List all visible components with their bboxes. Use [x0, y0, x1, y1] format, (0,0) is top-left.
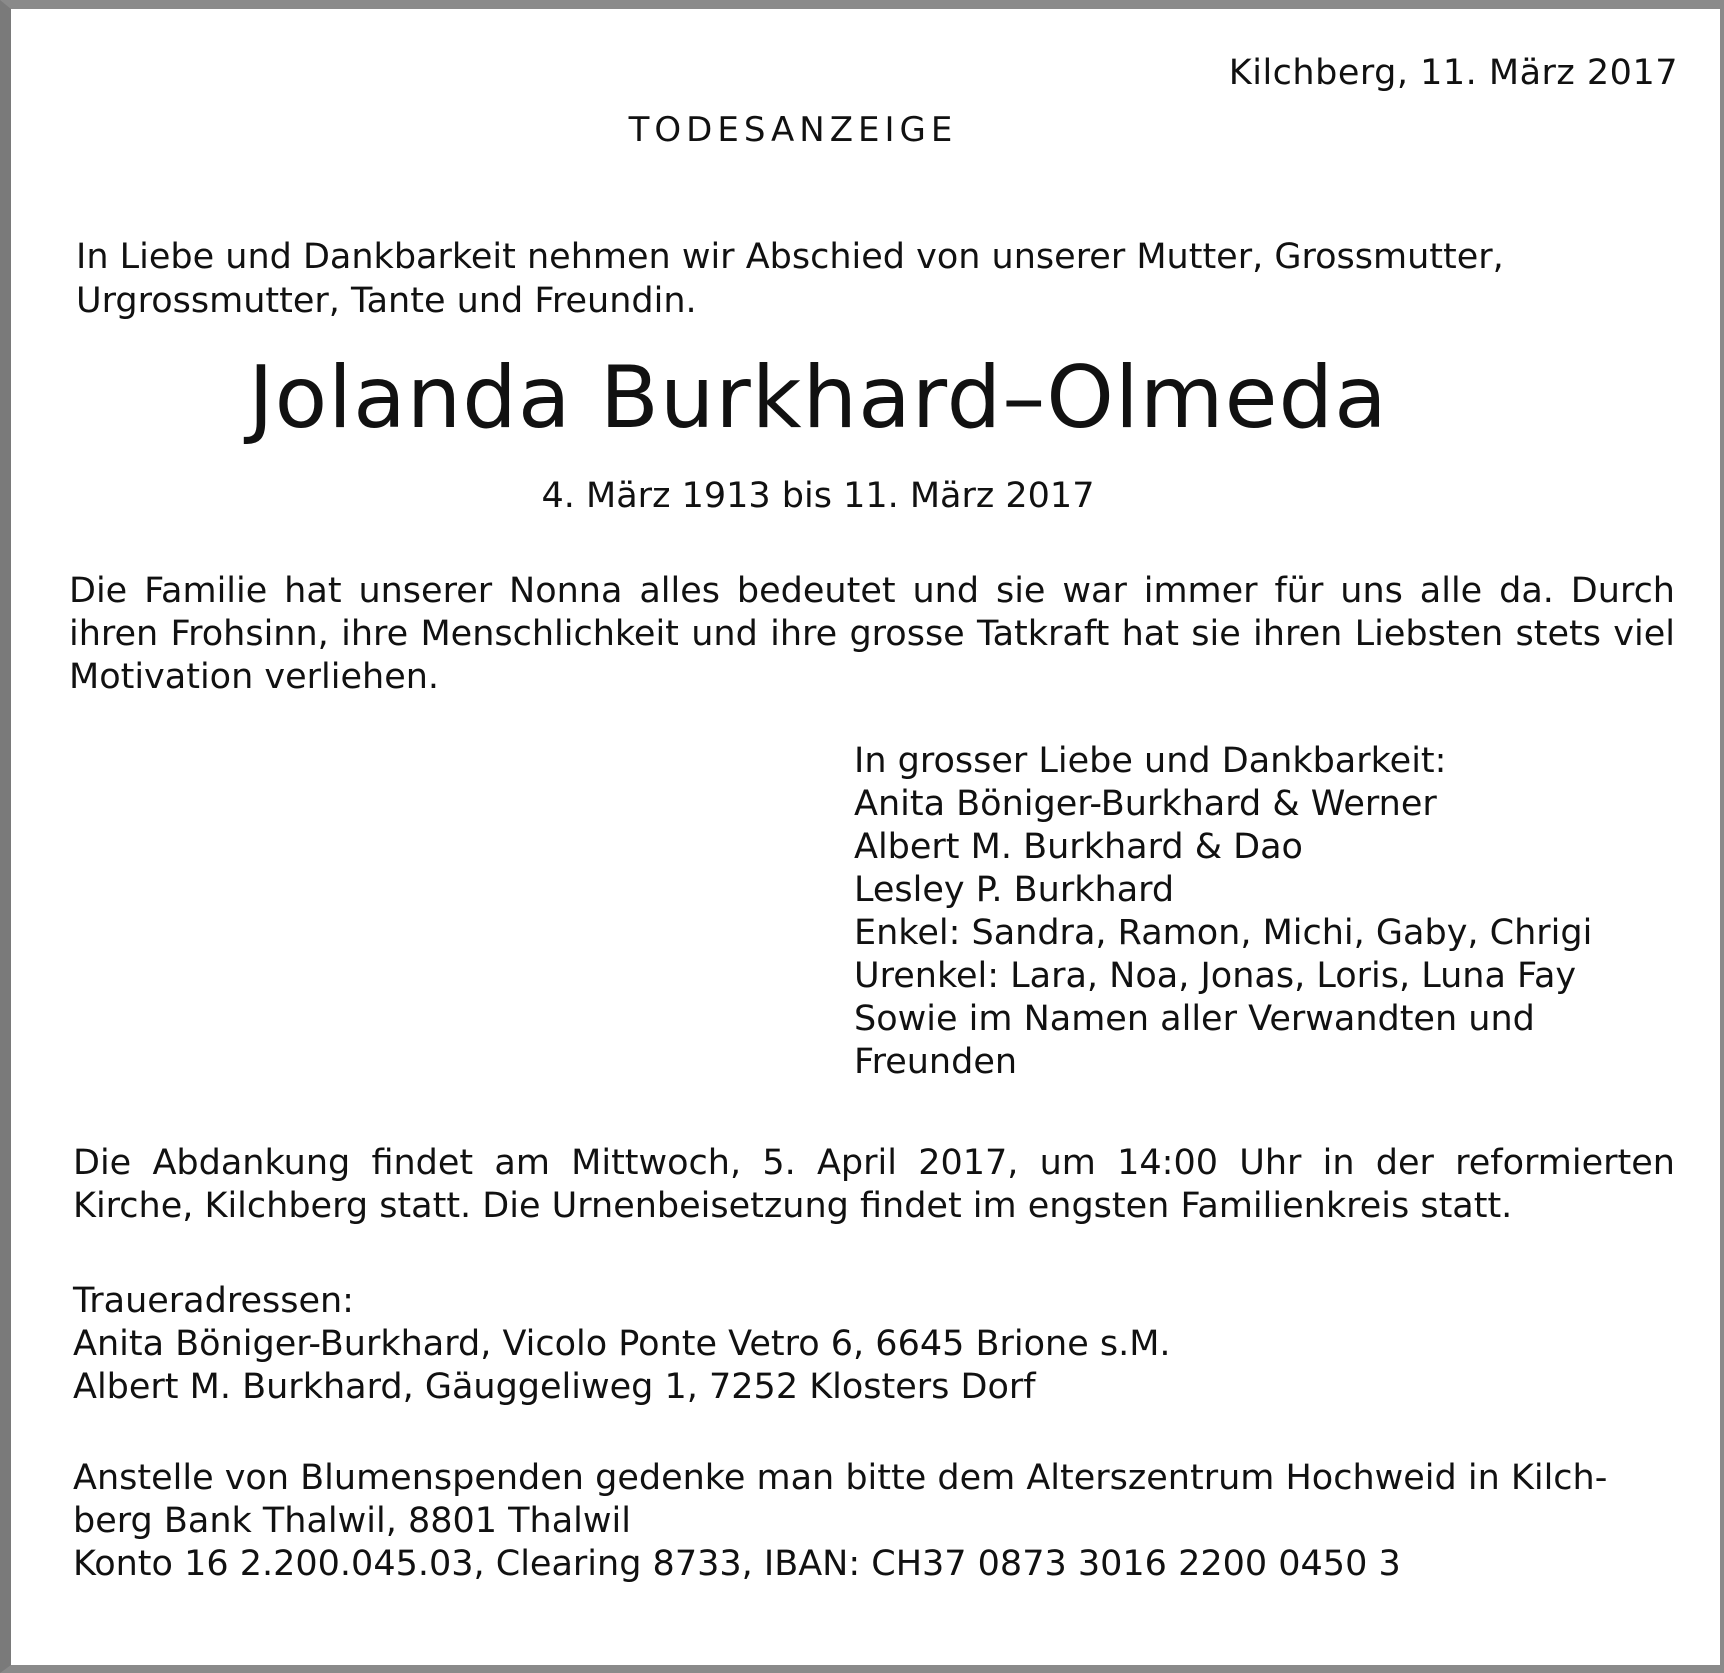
place-and-date: Kilchberg, 11. März 2017: [1228, 53, 1678, 93]
addresses-heading: Traueradressen:: [73, 1281, 354, 1321]
donation-info: [73, 1457, 1607, 1586]
address-line: Albert M. Burkhard, Gäuggeliweg 1, 7252 Klosters Dorf: [73, 1367, 1036, 1407]
mourners-heading: In grosser Liebe und Dankbarkeit:: [854, 741, 1447, 781]
mourners-list: [854, 740, 1634, 1084]
condolence-addresses: [73, 1280, 1171, 1409]
mourner-line: Lesley P. Burkhard: [854, 870, 1175, 910]
notice-heading-text: TODESANZEIGE: [628, 110, 958, 150]
mourner-line: Sowie im Namen aller Verwandten und: [854, 999, 1535, 1039]
deceased-name-text: Jolanda Burkhard–Olmeda: [248, 348, 1388, 448]
address-line: Anita Böniger-Burkhard, Vicolo Ponte Vetro 6, 6645 Brione s.M.: [73, 1324, 1171, 1364]
tribute-paragraph: Die Familie hat unserer Nonna alles bedeutet und sie war immer für uns alle da. Durch ihren Frohsinn, ihre Menschlichkeit und ihre grosse Tatkraft hat sie ihren Liebsten stets viel Motivation verliehen.: [69, 571, 1675, 697]
donation-line: berg Bank Thalwil, 8801 Thalwil: [73, 1501, 631, 1541]
intro-text: In Liebe und Dankbarkeit nehmen wir Abschied von unserer Mutter, Grossmutter, Urgrossmutter, Tante und Freundin.: [76, 237, 1504, 321]
lifespan-dates: [11, 476, 1724, 516]
mourner-line: Freunden: [854, 1042, 1018, 1082]
notice-heading: [11, 110, 1724, 150]
ceremony-paragraph: Die Abdankung findet am Mittwoch, 5. April 2017, um 14:00 Uhr in der reformierten Kirche, Kilchberg statt. Die Urnenbeisetzung findet im engsten Familienkreis statt.: [73, 1143, 1675, 1226]
mourner-line: Anita Böniger-Burkhard & Werner: [854, 784, 1437, 824]
mourner-line: Enkel: Sandra, Ramon, Michi, Gaby, Chrigi: [854, 913, 1593, 953]
mourner-line: Albert M. Burkhard & Dao: [854, 827, 1303, 867]
donation-line: Anstelle von Blumenspenden gedenke man bitte dem Alterszentrum Hochweid in Kilch-: [73, 1458, 1608, 1498]
deceased-name: [11, 348, 1724, 448]
lifespan-text: 4. März 1913 bis 11. März 2017: [541, 476, 1095, 516]
mourner-line: Urenkel: Lara, Noa, Jonas, Loris, Luna Fay: [854, 956, 1577, 996]
donation-line: Konto 16 2.200.045.03, Clearing 8733, IBAN: CH37 0873 3016 2200 0450 3: [73, 1544, 1401, 1584]
